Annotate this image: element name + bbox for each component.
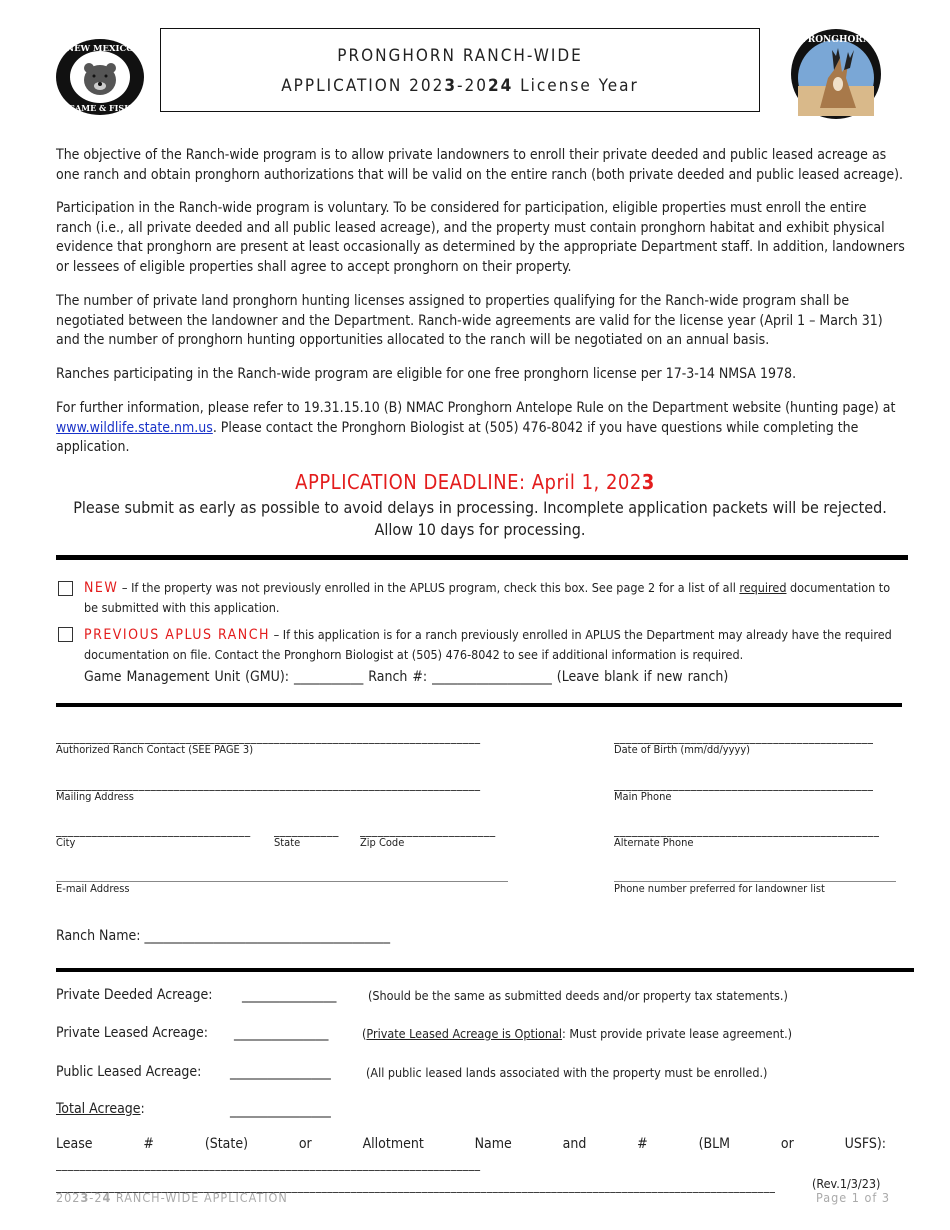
title-box	[160, 28, 760, 112]
intro-paragraph-3: The number of private land pronghorn hunting licenses assigned to properties qualifying for the Ranch-wide program shall be negotiated between the landowner and the Department. Ranch-wide agreements are valid for the license year (April 1 – March 31) and the number of pronghorn hunting opportunities allocated to the ranch will be negotiated on an annual basis.	[56, 293, 883, 348]
svg-text:NEW MEXICO: NEW MEXICO	[66, 44, 134, 54]
private-deeded-note: (Should be the same as submitted deeds and/or property tax statements.)	[368, 988, 788, 1003]
state-label: State	[274, 836, 301, 849]
zip-code-label: Zip Code	[360, 836, 405, 849]
intro-paragraph-4: Ranches participating in the Ranch-wide program are eligible for one free pronghorn license per 17-3-14 NMSA 1978.	[56, 366, 797, 382]
authorized-contact-field[interactable]: ________________________________________________________________________	[56, 730, 481, 744]
previous-aplus-option: PREVIOUS APLUS RANCH – If this application is for a ranch previously enrolled in APLUS the Department may already have the required documentation on file. Contact the Pronghorn Biologist at (505) 476-8042 to see if additional information is required.	[84, 627, 892, 662]
preferred-phone-label: Phone number preferred for landowner list	[614, 882, 825, 895]
main-phone-field[interactable]: ____________________________________________	[614, 777, 874, 791]
alternate-phone-field[interactable]: _____________________________________________	[614, 823, 880, 837]
new-ranch-option: NEW – If the property was not previously enrolled in the APLUS program, check this box. See page 2 for a list of all required documentation to be submitted with this application.	[84, 580, 891, 615]
gmu-ranch-number-line[interactable]: Game Management Unit (GMU): ___________ Ranch #: ___________________ (Leave blank if new ranch)	[84, 669, 729, 685]
pronghorn-logo	[790, 28, 882, 120]
nm-game-fish-seal	[55, 38, 145, 116]
previous-aplus-checkbox[interactable]	[58, 627, 73, 642]
intro-paragraph-1: The objective of the Ranch-wide program is to allow private landowners to enroll their private deeded and public leased acreage as one ranch and obtain pronghorn authorizations that will be valid on the entire ranch (both private deeded and public leased acreage).	[56, 147, 903, 183]
private-deeded-label: Private Deeded Acreage:	[56, 987, 213, 1003]
application-deadline: APPLICATION DEADLINE: April 1, 2023	[295, 470, 655, 494]
private-leased-field[interactable]: _______________	[234, 1025, 329, 1041]
svg-text:GAME & FISH: GAME & FISH	[68, 103, 132, 113]
lease-field-2[interactable]: __________________________________________________________________________________________________________________________	[56, 1179, 776, 1193]
email-label: E-mail Address	[56, 882, 130, 895]
authorized-contact-label: Authorized Ranch Contact (SEE PAGE 3)	[56, 743, 254, 756]
intro-paragraph-2: Participation in the Ranch-wide program is voluntary. To be considered for participation, eligible properties must enroll the entire ranch (i.e., all private deeded and all public leased acreage), and the property must contain pronghorn habitat and exhibit physical evidence that pronghorn are present at least occasionally as determined by the appropriate Department staff. In addition, landowners or lessees of eligible properties shall agree to accept pronghorn on their property.	[56, 200, 905, 275]
lease-heading: Lease # (State) or Allotment Name and # (BLM or USFS):	[56, 1136, 886, 1152]
public-leased-label: Public Leased Acreage:	[56, 1064, 202, 1080]
deadline-subtext-1: Please submit as early as possible to avoid delays in processing. Incomplete application packets will be rejected.	[73, 498, 887, 517]
mailing-address-field[interactable]: ________________________________________________________________________	[56, 777, 481, 791]
title-line-1: PRONGHORN RANCH-WIDE	[337, 46, 583, 66]
main-phone-label: Main Phone	[614, 790, 672, 803]
svg-text:PRONGHORN: PRONGHORN	[800, 35, 872, 45]
wildlife-website-link[interactable]: www.wildlife.state.nm.us	[56, 419, 213, 436]
mailing-address-label: Mailing Address	[56, 790, 134, 803]
dob-field[interactable]: ____________________________________________	[614, 730, 874, 744]
divider-2	[56, 703, 902, 707]
title-line-2: APPLICATION 2023-2024 License Year	[281, 76, 639, 96]
lease-field-1[interactable]: ________________________________________________________________________	[56, 1157, 481, 1171]
intro-paragraph-5: For further information, please refer to 19.31.15.10 (B) NMAC Pronghorn Antelope Rule on the Department website (hunting page) at www.wildlife.state.nm.us. Please contact the Pronghorn Biologist at (505) 476-8042 if you have questions while completing the application.	[56, 400, 896, 455]
divider-1	[56, 555, 908, 560]
city-field[interactable]: _________________________________	[56, 823, 251, 837]
public-leased-note: (All public leased lands associated with the property must be enrolled.)	[366, 1065, 768, 1080]
revision-note: (Rev.1/3/23)	[812, 1176, 881, 1191]
ranch-name-field[interactable]: Ranch Name: _______________________________________	[56, 928, 390, 944]
total-acreage-field[interactable]: ________________	[230, 1102, 331, 1118]
alternate-phone-label: Alternate Phone	[614, 836, 694, 849]
dob-label: Date of Birth (mm/dd/yyyy)	[614, 743, 751, 756]
total-acreage-label: Total Acreage:	[56, 1101, 145, 1117]
footer-title: 2023-24 RANCH-WIDE APPLICATION	[56, 1190, 288, 1205]
state-field[interactable]: ___________	[274, 823, 339, 837]
private-leased-label: Private Leased Acreage:	[56, 1025, 209, 1041]
page-number: Page 1 of 3	[816, 1190, 891, 1205]
new-ranch-checkbox[interactable]	[58, 581, 73, 596]
private-deeded-field[interactable]: _______________	[242, 987, 337, 1003]
zip-code-field[interactable]: _______________________	[360, 823, 496, 837]
deadline-subtext-2: Allow 10 days for processing.	[374, 520, 586, 539]
city-label: City	[56, 836, 76, 849]
public-leased-field[interactable]: ________________	[230, 1064, 331, 1080]
divider-3	[56, 968, 914, 972]
private-leased-note: (Private Leased Acreage is Optional: Must provide private lease agreement.)	[362, 1026, 793, 1041]
